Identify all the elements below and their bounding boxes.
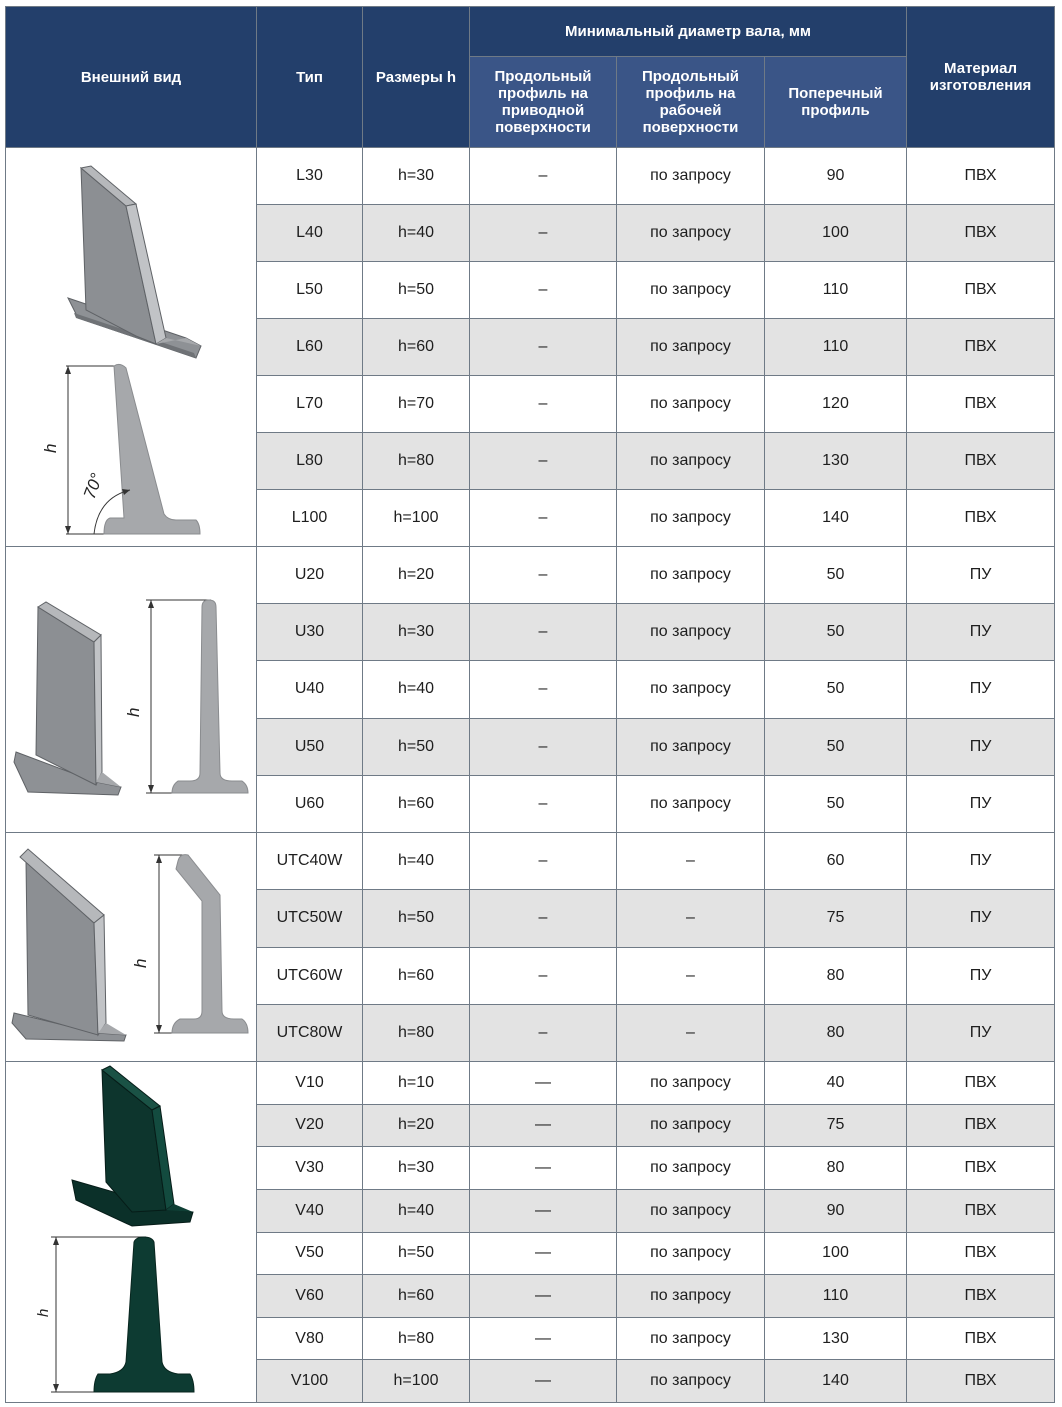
- size-cell: h=50: [363, 718, 470, 775]
- transverse-profile-cell: 50: [765, 775, 907, 832]
- drive-profile-cell: —: [470, 1147, 617, 1190]
- type-cell: V20: [257, 1104, 363, 1147]
- work-profile-cell: по запросу: [617, 1104, 765, 1147]
- type-cell: L30: [257, 148, 363, 205]
- material-cell: ПВХ: [907, 205, 1055, 262]
- header-long-work: Продольный профиль на рабочей поверхности: [617, 57, 765, 148]
- header-appearance: Внешний вид: [6, 7, 257, 148]
- type-cell: L50: [257, 262, 363, 319]
- material-cell: ПВХ: [907, 1189, 1055, 1232]
- drive-profile-cell: —: [470, 1317, 617, 1360]
- material-cell: ПУ: [907, 547, 1055, 604]
- type-cell: L60: [257, 319, 363, 376]
- drive-profile-cell: –: [470, 604, 617, 661]
- header-material: Материал изготовления: [907, 7, 1055, 148]
- size-cell: h=30: [363, 1147, 470, 1190]
- header-size: Размеры h: [363, 7, 470, 148]
- transverse-profile-cell: 75: [765, 890, 907, 947]
- table-row: [6, 547, 1055, 604]
- material-cell: ПВХ: [907, 433, 1055, 490]
- drive-profile-cell: –: [470, 205, 617, 262]
- type-cell: V60: [257, 1275, 363, 1318]
- drive-profile-cell: –: [470, 490, 617, 547]
- material-cell: ПУ: [907, 833, 1055, 890]
- work-profile-cell: по запросу: [617, 1147, 765, 1190]
- drive-profile-cell: –: [470, 376, 617, 433]
- work-profile-cell: по запросу: [617, 1275, 765, 1318]
- h-label: h: [131, 958, 150, 968]
- table-body: [6, 148, 1055, 1403]
- type-cell: UTC40W: [257, 833, 363, 890]
- work-profile-cell: по запросу: [617, 319, 765, 376]
- table-row: [6, 148, 1055, 205]
- material-cell: ПВХ: [907, 1317, 1055, 1360]
- work-profile-cell: по запросу: [617, 718, 765, 775]
- type-cell: L80: [257, 433, 363, 490]
- drive-profile-cell: –: [470, 947, 617, 1004]
- size-cell: h=30: [363, 148, 470, 205]
- transverse-profile-cell: 50: [765, 661, 907, 718]
- profile-v-illustration: [6, 1062, 256, 1402]
- drive-profile-cell: —: [470, 1360, 617, 1403]
- drive-profile-cell: –: [470, 833, 617, 890]
- material-cell: ПУ: [907, 661, 1055, 718]
- type-cell: U60: [257, 775, 363, 832]
- size-cell: h=40: [363, 833, 470, 890]
- type-cell: V30: [257, 1147, 363, 1190]
- transverse-profile-cell: 80: [765, 1147, 907, 1190]
- transverse-profile-cell: 110: [765, 1275, 907, 1318]
- material-cell: ПВХ: [907, 262, 1055, 319]
- transverse-profile-cell: 80: [765, 1004, 907, 1061]
- type-cell: V80: [257, 1317, 363, 1360]
- drive-profile-cell: –: [470, 433, 617, 490]
- transverse-profile-cell: 40: [765, 1062, 907, 1105]
- work-profile-cell: –: [617, 833, 765, 890]
- work-profile-cell: по запросу: [617, 661, 765, 718]
- transverse-profile-cell: 60: [765, 833, 907, 890]
- drive-profile-cell: —: [470, 1275, 617, 1318]
- profile-l-section-icon: [65, 364, 200, 534]
- transverse-profile-cell: 50: [765, 718, 907, 775]
- work-profile-cell: по запросу: [617, 148, 765, 205]
- work-profile-cell: по запросу: [617, 775, 765, 832]
- type-cell: V50: [257, 1232, 363, 1275]
- table-row: [6, 833, 1055, 890]
- profile-v-section-icon: [51, 1237, 194, 1392]
- size-cell: h=50: [363, 890, 470, 947]
- type-cell: L40: [257, 205, 363, 262]
- appearance-cell-utc: [6, 833, 257, 1062]
- material-cell: ПВХ: [907, 148, 1055, 205]
- size-cell: h=80: [363, 433, 470, 490]
- appearance-cell-u: [6, 547, 257, 833]
- drive-profile-cell: —: [470, 1062, 617, 1105]
- size-cell: h=60: [363, 1275, 470, 1318]
- header-min-diameter: Минимальный диаметр вала, мм: [470, 7, 907, 57]
- material-cell: ПВХ: [907, 1062, 1055, 1105]
- drive-profile-cell: –: [470, 718, 617, 775]
- material-cell: ПУ: [907, 1004, 1055, 1061]
- h-label: h: [124, 707, 143, 717]
- material-cell: ПУ: [907, 718, 1055, 775]
- profile-utc-section-icon: [154, 855, 248, 1033]
- work-profile-cell: по запросу: [617, 262, 765, 319]
- type-cell: UTC50W: [257, 890, 363, 947]
- drive-profile-cell: –: [470, 661, 617, 718]
- work-profile-cell: по запросу: [617, 490, 765, 547]
- work-profile-cell: по запросу: [617, 1062, 765, 1105]
- size-cell: h=50: [363, 262, 470, 319]
- profile-l-3d-icon: [68, 166, 201, 358]
- size-cell: h=30: [363, 604, 470, 661]
- drive-profile-cell: –: [470, 319, 617, 376]
- work-profile-cell: –: [617, 890, 765, 947]
- material-cell: ПВХ: [907, 490, 1055, 547]
- header-type: Тип: [257, 7, 363, 148]
- work-profile-cell: –: [617, 1004, 765, 1061]
- profile-u-illustration: [6, 547, 256, 832]
- size-cell: h=20: [363, 547, 470, 604]
- type-cell: V100: [257, 1360, 363, 1403]
- work-profile-cell: по запросу: [617, 1360, 765, 1403]
- type-cell: U40: [257, 661, 363, 718]
- material-cell: ПУ: [907, 775, 1055, 832]
- work-profile-cell: по запросу: [617, 433, 765, 490]
- material-cell: ПВХ: [907, 1360, 1055, 1403]
- material-cell: ПУ: [907, 604, 1055, 661]
- material-cell: ПВХ: [907, 376, 1055, 433]
- type-cell: L70: [257, 376, 363, 433]
- header-transverse: Поперечный профиль: [765, 57, 907, 148]
- transverse-profile-cell: 75: [765, 1104, 907, 1147]
- table-row: [6, 1062, 1055, 1105]
- size-cell: h=60: [363, 947, 470, 1004]
- appearance-cell-v: [6, 1062, 257, 1403]
- profile-l-illustration: [6, 148, 256, 546]
- type-cell: V10: [257, 1062, 363, 1105]
- drive-profile-cell: –: [470, 547, 617, 604]
- size-cell: h=100: [363, 490, 470, 547]
- profile-spec-sheet: [5, 6, 1054, 1403]
- transverse-profile-cell: 140: [765, 490, 907, 547]
- work-profile-cell: –: [617, 947, 765, 1004]
- type-cell: U20: [257, 547, 363, 604]
- transverse-profile-cell: 110: [765, 319, 907, 376]
- work-profile-cell: по запросу: [617, 604, 765, 661]
- type-cell: L100: [257, 490, 363, 547]
- drive-profile-cell: –: [470, 1004, 617, 1061]
- material-cell: ПВХ: [907, 1275, 1055, 1318]
- header-long-drive: Продольный профиль на приводной поверхности: [470, 57, 617, 148]
- size-cell: h=70: [363, 376, 470, 433]
- transverse-profile-cell: 80: [765, 947, 907, 1004]
- transverse-profile-cell: 90: [765, 148, 907, 205]
- drive-profile-cell: —: [470, 1232, 617, 1275]
- profile-utc-3d-icon: [12, 849, 126, 1041]
- transverse-profile-cell: 50: [765, 604, 907, 661]
- material-cell: ПУ: [907, 890, 1055, 947]
- appearance-cell-l: [6, 148, 257, 547]
- work-profile-cell: по запросу: [617, 205, 765, 262]
- h-label: h: [35, 1308, 52, 1317]
- type-cell: UTC60W: [257, 947, 363, 1004]
- angle-label: 70°: [79, 470, 107, 502]
- work-profile-cell: по запросу: [617, 547, 765, 604]
- drive-profile-cell: –: [470, 890, 617, 947]
- profile-table: [5, 6, 1055, 1403]
- transverse-profile-cell: 130: [765, 1317, 907, 1360]
- drive-profile-cell: —: [470, 1104, 617, 1147]
- type-cell: U50: [257, 718, 363, 775]
- drive-profile-cell: —: [470, 1189, 617, 1232]
- material-cell: ПВХ: [907, 1232, 1055, 1275]
- material-cell: ПВХ: [907, 1147, 1055, 1190]
- type-cell: U30: [257, 604, 363, 661]
- transverse-profile-cell: 50: [765, 547, 907, 604]
- type-cell: V40: [257, 1189, 363, 1232]
- size-cell: h=60: [363, 319, 470, 376]
- size-cell: h=20: [363, 1104, 470, 1147]
- transverse-profile-cell: 100: [765, 1232, 907, 1275]
- size-cell: h=80: [363, 1004, 470, 1061]
- type-cell: UTC80W: [257, 1004, 363, 1061]
- profile-u-3d-icon: [14, 602, 121, 795]
- material-cell: ПУ: [907, 947, 1055, 1004]
- profile-utc-illustration: [6, 833, 256, 1061]
- profile-v-3d-icon: [72, 1066, 193, 1226]
- size-cell: h=100: [363, 1360, 470, 1403]
- drive-profile-cell: –: [470, 262, 617, 319]
- work-profile-cell: по запросу: [617, 1232, 765, 1275]
- transverse-profile-cell: 100: [765, 205, 907, 262]
- size-cell: h=80: [363, 1317, 470, 1360]
- work-profile-cell: по запросу: [617, 1317, 765, 1360]
- transverse-profile-cell: 90: [765, 1189, 907, 1232]
- material-cell: ПВХ: [907, 319, 1055, 376]
- profile-u-section-icon: [146, 600, 248, 793]
- transverse-profile-cell: 140: [765, 1360, 907, 1403]
- size-cell: h=10: [363, 1062, 470, 1105]
- drive-profile-cell: –: [470, 148, 617, 205]
- size-cell: h=40: [363, 661, 470, 718]
- size-cell: h=40: [363, 205, 470, 262]
- h-label: h: [41, 443, 60, 453]
- size-cell: h=50: [363, 1232, 470, 1275]
- material-cell: ПВХ: [907, 1104, 1055, 1147]
- work-profile-cell: по запросу: [617, 376, 765, 433]
- size-cell: h=40: [363, 1189, 470, 1232]
- transverse-profile-cell: 120: [765, 376, 907, 433]
- drive-profile-cell: –: [470, 775, 617, 832]
- transverse-profile-cell: 130: [765, 433, 907, 490]
- transverse-profile-cell: 110: [765, 262, 907, 319]
- work-profile-cell: по запросу: [617, 1189, 765, 1232]
- table-header: [6, 7, 1055, 148]
- size-cell: h=60: [363, 775, 470, 832]
